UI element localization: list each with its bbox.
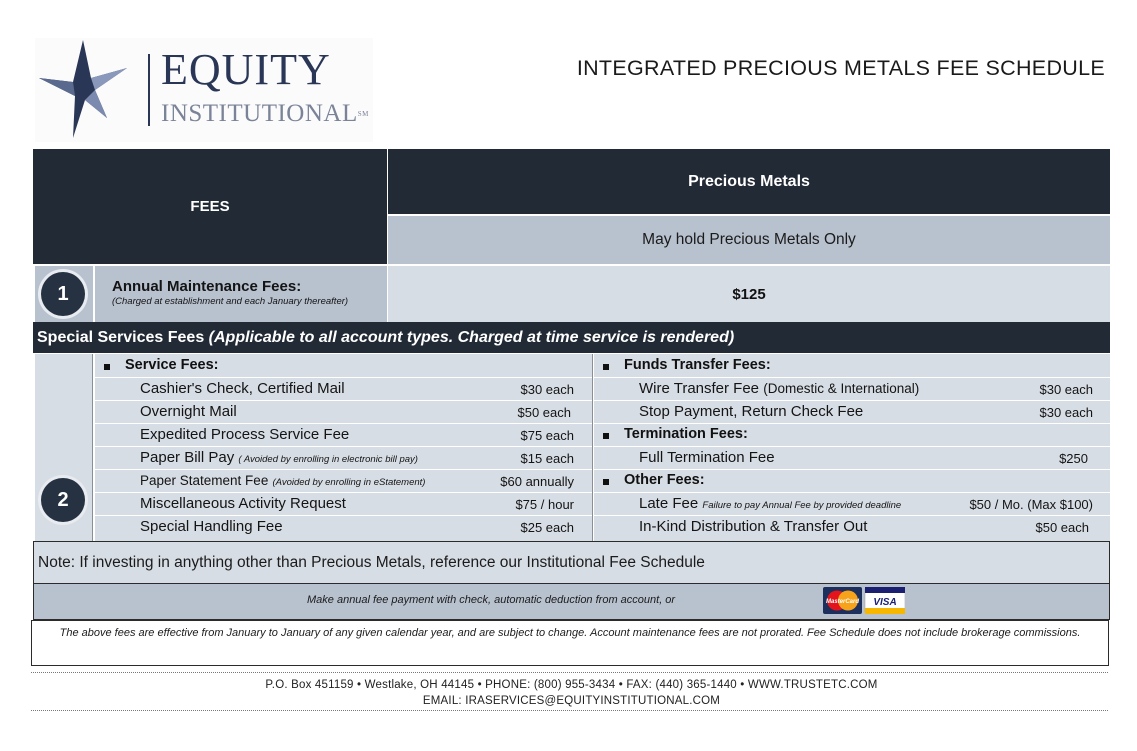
fee-value: $30 each: [1039, 405, 1093, 420]
fee-value: $50 each: [1035, 520, 1089, 535]
fee-label: Paper Statement Fee (Avoided by enrolling in eStatement): [140, 473, 426, 488]
fee-value: $75 each: [520, 428, 574, 443]
fee-value: $30 each: [520, 382, 574, 397]
annual-maintenance-note: (Charged at establishment and each January thereafter): [112, 296, 349, 307]
logo-divider: [148, 54, 150, 126]
footer-divider-bottom: [31, 710, 1108, 711]
fee-label: Expedited Process Service Fee: [140, 426, 350, 443]
table-row: [95, 492, 592, 516]
fee-value: $30 each: [1039, 382, 1093, 397]
bullet-icon: [603, 364, 609, 370]
page-title: INTEGRATED PRECIOUS METALS FEE SCHEDULE: [576, 56, 1105, 80]
precious-metals-subtitle: May hold Precious Metals Only: [388, 216, 1110, 264]
fee-label: Overnight Mail: [140, 403, 237, 420]
fee-value: $25 each: [520, 520, 574, 535]
company-logo: [35, 38, 373, 142]
fee-label: Miscellaneous Activity Request: [140, 495, 346, 512]
investment-note: Note: If investing in anything other than Precious Metals, reference our Institutional Fee Schedule: [33, 541, 1110, 584]
table-row: [95, 423, 592, 447]
section-1-badge: 1: [41, 272, 85, 316]
svg-text:VISA: VISA: [873, 597, 897, 608]
precious-metals-header: Precious Metals: [388, 149, 1110, 214]
table-row: [594, 492, 1110, 516]
table-row: [95, 515, 592, 538]
special-services-subtitle: (Applicable to all account types. Charged at time service is rendered): [208, 329, 735, 346]
fee-label: In-Kind Distribution & Transfer Out: [639, 518, 868, 535]
footer-contact: [33, 677, 1110, 709]
payment-bar: [33, 584, 1110, 620]
annual-maintenance-price: $125: [388, 266, 1110, 322]
logo-wordmark-equity: EQUITY: [161, 45, 331, 94]
fee-value: $50 / Mo. (Max $100): [969, 497, 1093, 512]
table-row: [594, 377, 1110, 401]
fee-label: Special Handling Fee: [140, 518, 283, 535]
termination-heading-row: [594, 423, 1110, 447]
mastercard-icon: [823, 587, 862, 614]
credit-card-logos: [823, 587, 905, 614]
footer-divider-top: [31, 672, 1108, 673]
section-2-badge: 2: [41, 478, 85, 522]
termination-heading: Termination Fees:: [624, 426, 748, 442]
service-fees-table: [95, 354, 593, 541]
fee-value: $50 each: [517, 405, 571, 420]
fee-label: Full Termination Fee: [639, 449, 775, 466]
annual-maintenance-label-cell: [95, 266, 387, 322]
logo-wordmark-institutional: INSTITUTIONAL℠: [161, 100, 369, 127]
fee-label: Wire Transfer Fee (Domestic & International): [639, 380, 920, 397]
table-row: [594, 446, 1110, 470]
fees-header: FEES: [33, 149, 387, 264]
fee-value: $250: [1059, 451, 1088, 466]
funds-transfer-heading: Funds Transfer Fees:: [624, 357, 771, 373]
bullet-icon: [603, 433, 609, 439]
other-fees-table: [594, 354, 1110, 541]
visa-icon: [865, 587, 905, 614]
table-row: [95, 400, 592, 424]
section-2-number-cell: [35, 354, 93, 541]
section-1-number-cell: [35, 266, 93, 322]
other-fees-heading: Other Fees:: [624, 472, 705, 488]
star-logo-icon: [35, 38, 145, 142]
payment-text: Make annual fee payment with check, automatic deduction from account, or: [307, 594, 676, 606]
fee-label: Paper Bill Pay ( Avoided by enrolling in electronic bill pay): [140, 449, 418, 466]
table-row: [95, 446, 592, 470]
svg-text:MasterCard: MasterCard: [825, 599, 860, 605]
service-fees-heading-row: [95, 354, 592, 378]
table-row: [594, 515, 1110, 538]
table-row: [95, 377, 592, 401]
bullet-icon: [603, 479, 609, 485]
table-row: [594, 400, 1110, 424]
fee-label: Cashier's Check, Certified Mail: [140, 380, 345, 397]
fee-value: $75 / hour: [515, 497, 574, 512]
fee-label: Stop Payment, Return Check Fee: [639, 403, 864, 420]
other-fees-heading-row: [594, 469, 1110, 493]
special-services-bar: [33, 322, 1110, 353]
fee-value: $15 each: [520, 451, 574, 466]
footer-email: EMAIL: IRASERVICES@EQUITYINSTITUTIONAL.COM: [422, 695, 721, 707]
special-services-title: Special Services Fees: [37, 329, 209, 346]
service-fees-heading: Service Fees:: [125, 357, 219, 373]
footer-address: P.O. Box 451159 • Westlake, OH 44145 • PHONE: (800) 955-3434 • FAX: (440) 365-1440 • WWW.TRUSTETC.COM: [265, 679, 878, 691]
funds-transfer-heading-row: [594, 354, 1110, 378]
fee-value: $60 annually: [500, 474, 574, 489]
fee-label: Late Fee Failure to pay Annual Fee by provided deadline: [639, 495, 902, 512]
bullet-icon: [104, 364, 110, 370]
annual-maintenance-title: Annual Maintenance Fees:: [112, 278, 302, 295]
fee-disclaimer: The above fees are effective from January to January of any given calendar year, and are subject to change. Account maintenance fees are not prorated. Fee Schedule does not include brokerage commissions.: [31, 620, 1109, 666]
table-row: [95, 469, 592, 493]
